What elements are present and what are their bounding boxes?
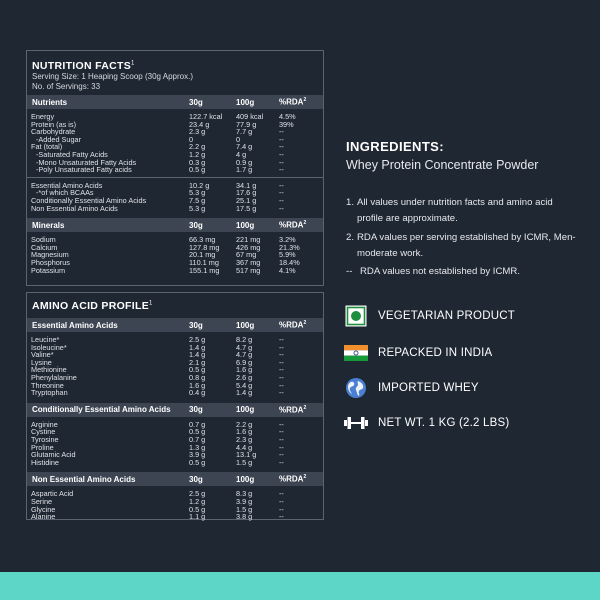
row-rda: --	[279, 142, 284, 152]
header-name: Non Essential Amino Acids	[32, 474, 136, 484]
table-row	[27, 459, 323, 467]
badge-label: VEGETARIAN PRODUCT	[378, 310, 515, 322]
footnote-3	[346, 264, 578, 280]
row-value-30g: 2.1 g	[189, 357, 206, 367]
row-name: -Mono Unsaturated Fatty Acids	[36, 157, 137, 167]
row-value-30g: 2.5 g	[189, 335, 206, 344]
row-value-30g: 1.4 g	[189, 342, 206, 352]
row-name: Phosphorus	[31, 257, 70, 267]
row-name: Glutamic Acid	[31, 450, 76, 460]
title-footnote-marker: 1	[149, 300, 153, 307]
header-100g: 100g	[236, 405, 255, 415]
badge-label: IMPORTED WHEY	[378, 382, 479, 394]
table-row	[27, 267, 323, 275]
row-value-100g: 0.9 g	[236, 157, 253, 167]
row-rda: 4.1%	[279, 265, 296, 275]
row-name: -Added Sugar	[36, 134, 82, 144]
row-rda: --	[279, 365, 284, 375]
row-value-30g: 0.5 g	[189, 457, 206, 467]
row-value-100g: 5.4 g	[236, 380, 253, 390]
row-value-100g: 4.7 g	[236, 350, 253, 360]
row-name: Valine*	[31, 350, 54, 360]
footnote-number: 2.	[346, 232, 355, 243]
header-rda	[279, 220, 319, 230]
row-name: Lysine	[31, 357, 52, 367]
row-value-30g: 2.3 g	[189, 127, 206, 137]
row-value-100g: 2.6 g	[236, 372, 253, 382]
row-value-30g: 3.9 g	[189, 450, 206, 460]
table-row	[27, 205, 323, 213]
row-value-100g: 1.5 g	[236, 504, 253, 514]
row-value-30g: 5.3 g	[189, 203, 206, 213]
nutrition-facts-title	[27, 51, 323, 72]
header-rda	[279, 97, 319, 107]
row-value-30g: 23.4 g	[189, 119, 210, 129]
row-name: Tryptophan	[31, 388, 68, 398]
amino-summary-table	[27, 178, 323, 215]
row-value-30g: 1.4 g	[189, 350, 206, 360]
row-value-100g: 426 mg	[236, 242, 261, 252]
row-rda: --	[279, 496, 284, 506]
row-rda: --	[279, 342, 284, 352]
row-value-30g: 1.1 g	[189, 512, 206, 522]
row-value-100g: 1.5 g	[236, 457, 253, 467]
row-value-100g: 4 g	[236, 149, 247, 159]
header-rda	[279, 405, 319, 415]
row-name: Energy	[31, 112, 55, 121]
conditional-amino-header	[27, 403, 323, 417]
table-row	[27, 513, 323, 521]
row-rda: 21.3%	[279, 242, 300, 252]
row-value-30g: 1.2 g	[189, 496, 206, 506]
row-rda: --	[279, 380, 284, 390]
row-value-30g: 7.5 g	[189, 195, 206, 205]
footnote-number: 1.	[346, 197, 355, 208]
row-rda: --	[279, 165, 284, 175]
header-30g: 30g	[189, 220, 203, 230]
header-rda-text: %RDA	[279, 320, 304, 330]
row-rda: --	[279, 427, 284, 437]
badge-label: NET WT. 1 KG (2.2 LBS)	[378, 417, 510, 429]
row-name: Potassium	[31, 265, 66, 275]
row-rda: --	[279, 203, 284, 213]
badge-vegetarian	[344, 304, 515, 328]
header-rda-text: %RDA	[279, 97, 304, 107]
header-30g: 30g	[189, 405, 203, 415]
row-value-100g: 4.4 g	[236, 442, 253, 452]
badge-net-weight	[344, 411, 509, 435]
serving-size: Serving Size: 1 Heaping Scoop (30g Approx.)	[32, 72, 193, 81]
nutrients-header	[27, 95, 323, 109]
row-value-100g: 17.6 g	[236, 188, 257, 198]
row-rda: --	[279, 489, 284, 499]
row-value-30g: 0	[189, 134, 194, 144]
minerals-table	[27, 232, 323, 277]
row-value-100g: 17.5 g	[236, 203, 257, 213]
header-100g: 100g	[236, 97, 255, 107]
row-name: Leucine*	[31, 335, 60, 344]
row-rda: 5.9%	[279, 250, 296, 260]
row-value-100g: 7.7 g	[236, 127, 253, 137]
veg-mark-icon	[344, 304, 368, 328]
header-rda-text: %RDA	[279, 405, 304, 415]
row-value-30g: 127.8 mg	[189, 242, 220, 252]
row-name: Threonine	[31, 380, 64, 390]
row-value-30g: 66.3 mg	[189, 235, 216, 245]
footnote-text: All values under nutrition facts and amino acid profile are approximate.	[357, 197, 553, 224]
row-value-100g: 1.4 g	[236, 388, 253, 398]
nonessential-amino-header	[27, 472, 323, 486]
servings-count: No. of Servings: 33	[32, 82, 101, 91]
footnote-2	[346, 230, 578, 262]
header-30g: 30g	[189, 474, 203, 484]
row-value-30g: 10.2 g	[189, 180, 210, 190]
row-name: Carbohydrate	[31, 127, 76, 137]
row-name: Glycine	[31, 504, 56, 514]
conditional-amino-table	[27, 417, 323, 470]
badge-india	[344, 341, 492, 365]
row-value-30g: 122.7 kcal	[189, 112, 223, 121]
row-rda: 39%	[279, 119, 294, 129]
row-name: Phenylalanine	[31, 372, 77, 382]
amino-profile-title	[27, 293, 323, 312]
row-rda: --	[279, 442, 284, 452]
row-name: Histidine	[31, 457, 59, 467]
row-name: Protein (as is)	[31, 119, 77, 129]
row-value-30g: 2.5 g	[189, 489, 206, 499]
row-value-100g: 13.1 g	[236, 450, 257, 460]
row-rda: --	[279, 350, 284, 360]
row-value-100g: 2.2 g	[236, 419, 253, 429]
row-name: Aspartic Acid	[31, 489, 74, 499]
row-name: Essential Amino Acids	[31, 180, 103, 190]
row-name: Conditionally Essential Amino Acids	[31, 195, 147, 205]
footnote-text: RDA values per serving established by ICMR, Men-moderate work.	[357, 232, 576, 259]
row-rda: --	[279, 357, 284, 367]
row-name: Magnesium	[31, 250, 69, 260]
row-value-100g: 8.2 g	[236, 335, 253, 344]
row-rda: --	[279, 134, 284, 144]
header-name: Minerals	[32, 220, 65, 230]
header-rda	[279, 320, 319, 330]
row-rda: --	[279, 388, 284, 398]
nutrients-table	[27, 109, 323, 177]
row-value-100g: 67 mg	[236, 250, 257, 260]
row-value-100g: 0	[236, 134, 241, 144]
row-value-30g: 0.4 g	[189, 388, 206, 398]
row-rda: 4.5%	[279, 112, 296, 121]
rda-footnote-marker: 2	[303, 404, 307, 411]
row-rda: --	[279, 149, 284, 159]
row-value-30g: 1.6 g	[189, 380, 206, 390]
row-value-100g: 6.9 g	[236, 357, 253, 367]
row-rda: --	[279, 419, 284, 429]
row-rda: --	[279, 157, 284, 167]
row-rda: 18.4%	[279, 257, 300, 267]
rda-footnote-marker: 2	[303, 320, 307, 327]
row-value-30g: 0.5 g	[189, 427, 206, 437]
row-value-100g: 4.7 g	[236, 342, 253, 352]
row-rda: --	[279, 450, 284, 460]
header-100g: 100g	[236, 220, 255, 230]
row-rda: 3.2%	[279, 235, 296, 245]
header-rda-text: %RDA	[279, 220, 304, 230]
row-rda: --	[279, 512, 284, 522]
globe-icon	[344, 376, 368, 400]
header-100g: 100g	[236, 320, 255, 330]
row-rda: --	[279, 127, 284, 137]
row-rda: --	[279, 372, 284, 382]
bottom-color-band	[0, 572, 600, 600]
footnote-number: --	[346, 266, 353, 277]
header-name: Nutrients	[32, 97, 68, 107]
rda-footnote-marker: 2	[303, 97, 307, 104]
india-flag-icon	[344, 341, 368, 365]
row-value-30g: 0.7 g	[189, 419, 206, 429]
row-rda: --	[279, 504, 284, 514]
dumbbell-icon	[344, 411, 368, 435]
badge-imported	[344, 376, 479, 400]
essential-amino-header	[27, 318, 323, 332]
row-name: Fat (total)	[31, 142, 63, 152]
row-value-30g: 2.2 g	[189, 142, 206, 152]
row-value-100g: 77.9 g	[236, 119, 257, 129]
rda-footnote-marker: 2	[303, 220, 307, 227]
row-value-100g: 1.7 g	[236, 165, 253, 175]
row-rda: --	[279, 434, 284, 444]
row-value-30g: 0.5 g	[189, 365, 206, 375]
essential-amino-table	[27, 332, 323, 400]
row-rda: --	[279, 195, 284, 205]
nutrition-facts-panel	[26, 50, 324, 286]
row-rda: --	[279, 180, 284, 190]
title-footnote-marker: 1	[131, 60, 135, 67]
row-value-100g: 221 mg	[236, 235, 261, 245]
nonessential-amino-table	[27, 486, 323, 523]
row-value-100g: 3.8 g	[236, 512, 253, 522]
row-value-100g: 517 mg	[236, 265, 261, 275]
row-name: Tyrosine	[31, 434, 59, 444]
row-value-30g: 155.1 mg	[189, 265, 220, 275]
row-value-30g: 110.1 mg	[189, 257, 219, 267]
row-name: Sodium	[31, 235, 56, 245]
row-value-100g: 3.9 g	[236, 496, 253, 506]
badge-label: REPACKED IN INDIA	[378, 347, 493, 359]
table-row	[27, 389, 323, 397]
row-value-30g: 5.3 g	[189, 188, 206, 198]
header-100g: 100g	[236, 474, 255, 484]
row-name: -Poly Unsaturated Fatty acids	[36, 165, 132, 175]
header-rda	[279, 474, 319, 484]
row-name: -Saturated Fatty Acids	[36, 149, 108, 159]
row-name: Cystine	[31, 427, 56, 437]
row-value-100g: 1.6 g	[236, 365, 253, 375]
rda-footnote-marker: 2	[303, 474, 307, 481]
header-30g: 30g	[189, 320, 203, 330]
row-value-100g: 8.3 g	[236, 489, 253, 499]
row-name: Methionine	[31, 365, 67, 375]
amino-title-text: AMINO ACID PROFILE	[32, 300, 150, 312]
row-value-100g: 25.1 g	[236, 195, 257, 205]
row-value-30g: 20.1 mg	[189, 250, 216, 260]
row-name: Arginine	[31, 419, 58, 429]
row-value-30g: 0.8 g	[189, 372, 206, 382]
row-value-100g: 2.3 g	[236, 434, 253, 444]
row-value-100g: 7.4 g	[236, 142, 253, 152]
header-30g: 30g	[189, 97, 203, 107]
row-name: Serine	[31, 496, 53, 506]
row-name: Isoleucine*	[31, 342, 67, 352]
row-name: Alanine	[31, 512, 56, 522]
minerals-header	[27, 218, 323, 232]
row-value-100g: 409 kcal	[236, 112, 264, 121]
row-value-100g: 34.1 g	[236, 180, 257, 190]
row-name: Proline	[31, 442, 54, 452]
header-name: Essential Amino Acids	[32, 320, 118, 330]
row-value-30g: 0.5 g	[189, 165, 206, 175]
header-rda-text: %RDA	[279, 475, 304, 485]
amino-acid-profile-panel	[26, 292, 324, 520]
row-value-100g: 1.6 g	[236, 427, 253, 437]
row-value-30g: 1.3 g	[189, 442, 206, 452]
row-rda: --	[279, 335, 284, 344]
ingredients-text: Whey Protein Concentrate Powder	[346, 158, 539, 172]
row-value-30g: 0.5 g	[189, 504, 206, 514]
row-value-30g: 1.2 g	[189, 149, 206, 159]
header-name: Conditionally Essential Amino Acids	[32, 405, 171, 415]
nutrition-title-text: NUTRITION FACTS	[32, 60, 131, 72]
row-value-100g: 367 mg	[236, 257, 261, 267]
table-row	[27, 166, 323, 174]
row-value-30g: 0.3 g	[189, 157, 206, 167]
ingredients-title: INGREDIENTS:	[346, 139, 444, 154]
row-value-30g: 0.7 g	[189, 434, 206, 444]
row-rda: --	[279, 457, 284, 467]
footnote-1	[346, 195, 578, 227]
row-name: Non Essential Amino Acids	[31, 203, 118, 213]
row-name: Calcium	[31, 242, 58, 252]
row-name: -*of which BCAAs	[36, 188, 94, 198]
row-rda: --	[279, 188, 284, 198]
footnote-text: RDA values not established by ICMR.	[360, 266, 520, 277]
